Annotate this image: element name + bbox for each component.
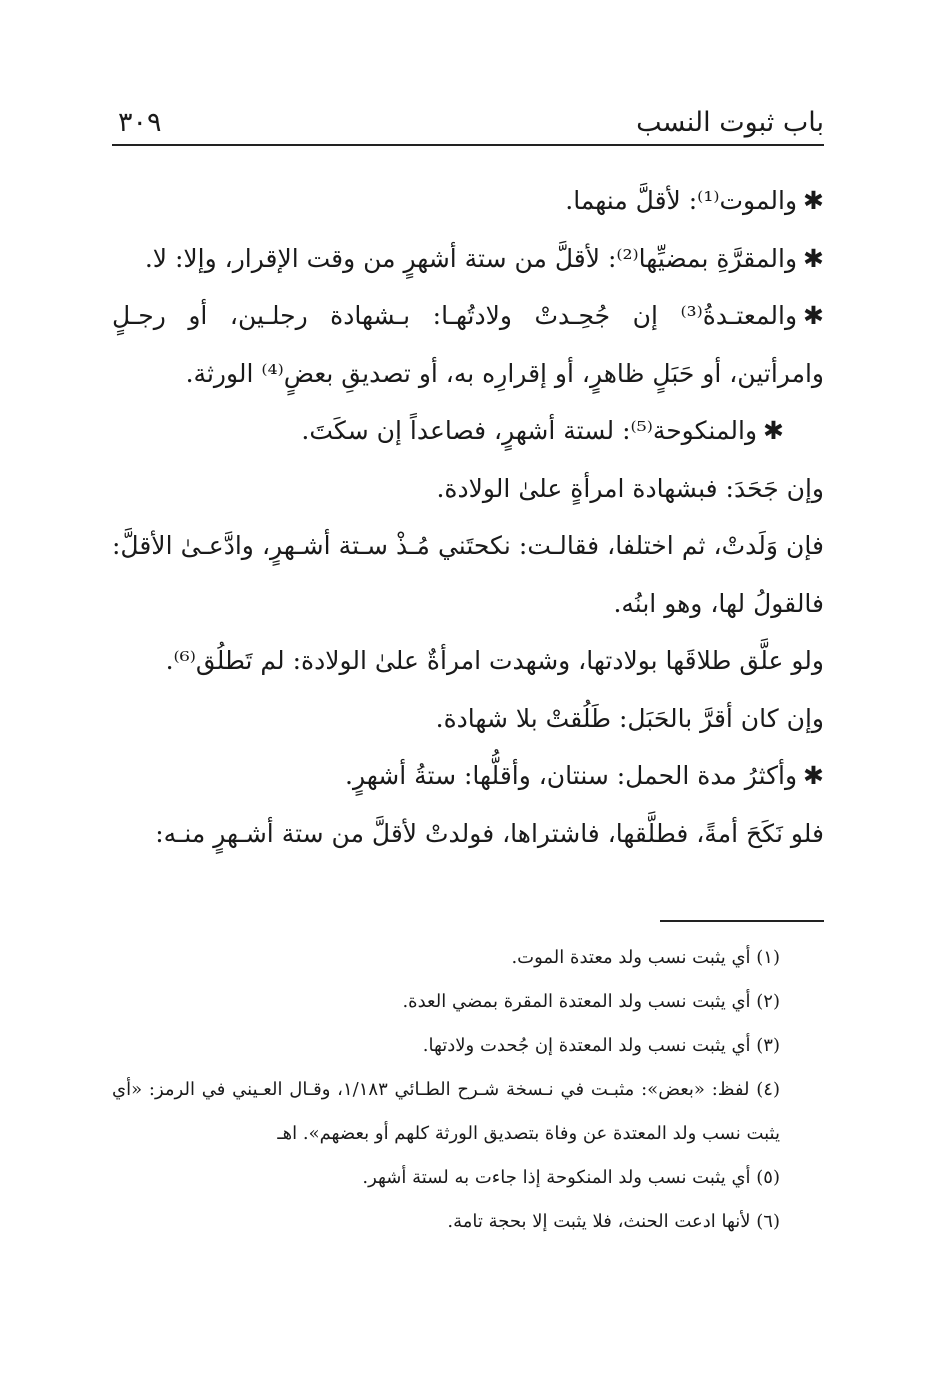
- footnote-2: (٢) أي يثبت نسب ولد المعتدة المقرة بمضي العدة.: [402, 991, 780, 1012]
- page-header: [112, 100, 824, 146]
- asterisk-icon: ✱: [803, 186, 824, 215]
- paragraph-pregnancy-duration: ✱وأكثرُ مدة الحمل: سنتان، وأقلُّها: ستةُ أشهرٍ.: [345, 761, 824, 790]
- main-text: [112, 172, 824, 862]
- footnote-5: (٥) أي يثبت نسب ولد المنكوحة إذا جاءت به لستة أشهر.: [362, 1167, 780, 1188]
- paragraph-divorce-condition: ولو علَّق طلاقَها بولادتها، وشهدت امرأةٌ علىٰ الولادة: لم تَطلُق⁽⁶⁾.: [165, 646, 824, 675]
- footnote-separator: [660, 920, 824, 922]
- page-number: ٣٠٩: [118, 107, 162, 138]
- footnote-3: (٣) أي يثبت نسب ولد المعتدة إن جُحدت ولادتها.: [422, 1035, 780, 1056]
- paragraph-confessing-woman: ✱والمقرَّةِ بمضيِّها⁽²⁾: لأقلَّ من ستة أشهرٍ من وقت الإقرار، وإلا: لا.: [144, 243, 824, 273]
- asterisk-icon: ✱: [763, 416, 784, 445]
- footnotes: [112, 936, 824, 1244]
- asterisk-icon: ✱: [803, 761, 824, 790]
- paragraph-dispute: فإن وَلَدتْ، ثم اختلفا، فقالـت: نكحتَني مُـذْ سـتة أشـهرٍ، وادَّعـىٰ الأقلَّ: فالقولُ لها، وهو ابنُه.: [112, 531, 824, 618]
- asterisk-icon: ✱: [803, 243, 824, 273]
- footnote-4: (٤) لفظ: «بعض»: مثبـت في نـسخة شـرح الطـائي ١/١٨٣، وقـال العـيني في الرمز: «أي يثبت نسب ولد المعتدة عن وفاة بتصديق الورثة كلهم أو بعضهم». اهـ: [112, 1079, 780, 1144]
- paragraph-death-waiting: ✱والموت⁽¹⁾: لأقلَّ منهما.: [565, 186, 824, 215]
- footnote-6: (٦) لأنها ادعت الحنث، فلا يثبت إلا بحجة تامة.: [447, 1211, 780, 1232]
- paragraph-slave-marriage: فلو نَكَحَ أمةً، فطلَّقها، فاشتراها، فولدتْ لأقلَّ من ستة أشـهرٍ منـه:: [155, 818, 824, 848]
- paragraph-pregnancy-confession: وإن كان أقرَّ بالحَبَل: طَلُقتْ بلا شهادة.: [435, 703, 824, 733]
- paragraph-denial: وإن جَحَدَ: فبشهادة امرأةٍ علىٰ الولادة.: [436, 473, 824, 503]
- paragraph-waiting-woman: ✱والمعتـدةُ⁽³⁾ إن جُحِـدتْ ولادتُهـا: بـشهادة رجلـين، أو رجـلٍ وامرأتين، أو حَبَلٍ ظاهرٍ، أو إقرارِه به، أو تصديقِ بعضٍ⁽⁴⁾ الورثة.: [112, 301, 824, 388]
- chapter-title: باب ثبوت النسب: [636, 107, 824, 138]
- asterisk-icon: ✱: [803, 301, 824, 330]
- paragraph-married-woman: ✱والمنكوحة⁽⁵⁾: لستة أشهرٍ، فصاعداً إن سكَتَ.: [301, 416, 784, 445]
- footnote-1: (١) أي يثبت نسب ولد معتدة الموت.: [511, 947, 780, 968]
